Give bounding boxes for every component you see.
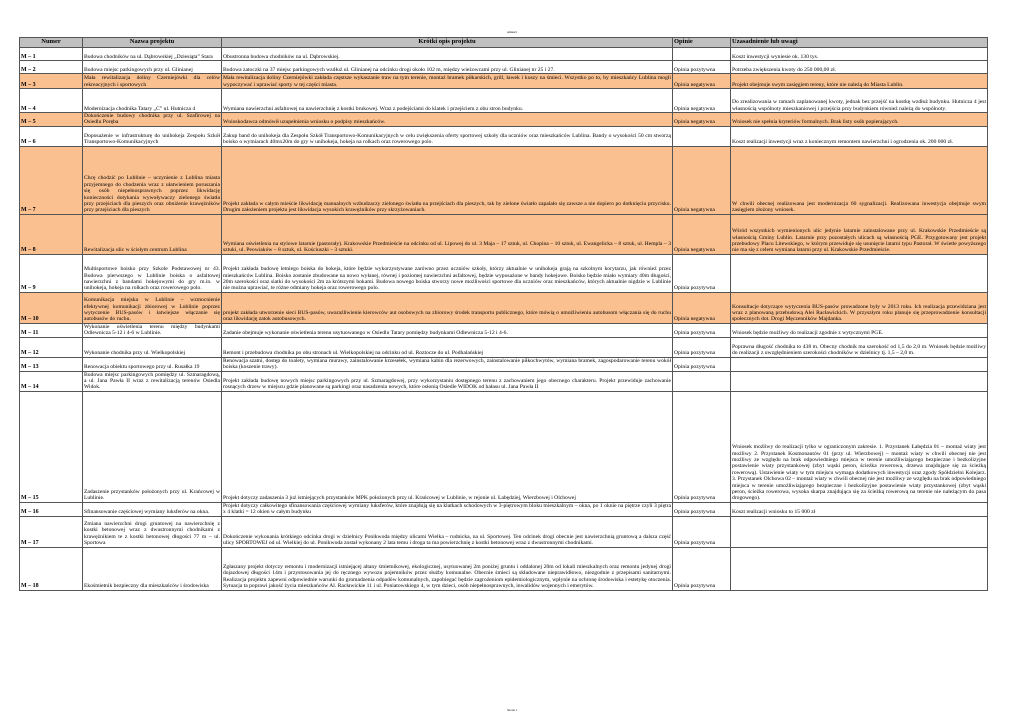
row-opinion bbox=[673, 371, 731, 391]
table-row bbox=[20, 547, 988, 590]
row-justification: Potrzeba zwiększenia kwoty do 250 000,00 zł. bbox=[731, 61, 988, 74]
row-opinion: Opinia pozytywna bbox=[673, 323, 731, 337]
row-project-name: Renowacja obiektu sportowego przy ul. Rusałka 19 bbox=[83, 357, 222, 371]
row-project-name: Wykonanie oświetlenia terenu między budynkami Odlewnicza 5-12 i 4-6 w Lublinie. bbox=[84, 323, 220, 337]
header-justification: Uzasadnienie lub uwagi bbox=[731, 38, 988, 48]
row-description: Projekt dotyczy całkowitego sfinansowania częściowej wymiany luksferów, które znajdują się na klatkach schodowych w 3-piętrowym bloku mieszkalnym – okna, po 1 oknie na piętrze czyli 3 piętra x 4 klatki = 12 okien w całym budynku bbox=[223, 502, 671, 516]
row-opinion: Opinia pozytywna bbox=[673, 516, 731, 547]
row-justification: Do zrealizowania w ramach zaplanowanej kwoty, jednak bez przejść na kostkę wzdłuż budynku. Hutnicza 4 jest własnością wspólnoty mieszkaniowej i przejścia przy budynkiem również należą do wspólnoty. bbox=[731, 89, 988, 113]
row-project-name: Budowa miejsc parkingowych pomiędzy ul. Szmaragdową, a ul. Jana Pawła II wraz z rewitalizacją terenów Osiedla Widok. bbox=[84, 371, 220, 391]
row-project-name: Zadaszenie przystanków położonych przy ul. Krańcowej w Lublinie. bbox=[83, 391, 222, 502]
row-description: Projekt zakłada budowę letniego boiska do hokeja, które będzie wykorzystywane zarówno przez uczniów szkoły, którzy aktualnie w unihokeja grają na szkolnym korytarzu, jak również przez mieszkańców Lublina. Boisko zostanie zbudowane na nowo wyłanej, równej i poziomej nawierzchni asfaltowej, będzie wyposażone w bandy hokejowe. Boisko będzie miało wymiary 40m długości, 20m szerokości oraz siatki do wysokości 2m za krótszymi bokami. Budowa nowego boiska stworzy nowe możliwości sportowe dla uczniów oraz mieszkańców, których aktualnie nigdzie w Lublinie nie można uprawiać, te różne odmiany hokeja oraz rowerowego polo. bbox=[222, 254, 673, 292]
table-row bbox=[20, 113, 988, 127]
row-number: M – 17 bbox=[20, 516, 83, 547]
row-opinion: Opinia pozytywna bbox=[673, 502, 731, 516]
row-justification: Konsultacje dotyczące wytyczenia BUS-pasów prowadzone były w 2013 roku. Ich realizacja przewidziana jest wraz z planowaną przebudową Alei Racławickich. W przyszłym roku planuje się przeprowadzenie konsultacji społecznych dot. Drogi Męczenników Majdanka. bbox=[731, 292, 988, 323]
row-number: M – 16 bbox=[20, 502, 83, 516]
table-row bbox=[20, 323, 988, 337]
row-justification: Poprawna długość chodnika to 438 m. Obecny chodnik ma szerokość od 1,5 do 2,0 m. Wniosek będzie możliwy do realizacji z uwzględnieniem szerokości chodników w dzielnicy tj. 1,5 – 2,0 m. bbox=[731, 337, 988, 357]
row-opinion bbox=[673, 126, 731, 146]
row-number: M – 2 bbox=[20, 61, 83, 74]
table-row bbox=[20, 126, 988, 146]
row-description: Mała rewitalizacja doliny Czerniejówki zakłada częstsze wykaszanie traw na tym terenie, montaż bramek piłkarskich, grill, ławek i koszy na śmieci. Wszystko po to, by mieszkańcy Lublina mogli wypoczywać i uprawiać sporty w tej części miasta. bbox=[223, 75, 671, 88]
row-opinion: Opinia pozytywna bbox=[673, 357, 731, 371]
row-description: Remont i przebudowa chodnika po obu stronach ul. Wielkopolskiej na odcinku od ul. Roztocze do ul. Podhalańskiej bbox=[222, 337, 673, 357]
row-opinion: Opinia pozytywna bbox=[673, 391, 731, 502]
row-opinion: Opinia negatywna bbox=[673, 89, 731, 113]
row-justification: W chwili obecnej realizowana jest modernizacja 60 sygnalizacji. Realizowana inwestycja obejmuje swym zasięgiem złożony wniosek. bbox=[731, 146, 988, 214]
row-description: Zadanie obejmuje wykonanie oświetlenia terenu usytuowanego w Osiedlu Tatary pomiędzy budynkami Odlewnicza 5-12 i 4-6. bbox=[222, 323, 673, 337]
row-project-name: Zmiana nawierzchni drogi gruntowej na nawierzchnię z kostki betonowej wraz z dwustronnymi chodnikami z krawężnikiem te z kostki betonowej długości 77 m – ul. Sportowa bbox=[83, 516, 222, 547]
table-header-row bbox=[20, 38, 988, 48]
row-project-name: Ekośmietnik bezpieczny dla mieszkańców i środowiska bbox=[83, 547, 222, 590]
row-justification bbox=[731, 516, 988, 547]
row-project-name: Modernizacja chodnika Tatary „C” ul. Hutnicza 4 bbox=[83, 89, 222, 113]
table-row bbox=[20, 89, 988, 113]
row-number: M – 8 bbox=[20, 214, 83, 254]
table-row bbox=[20, 48, 988, 61]
header-description: Krótki opis projektu bbox=[222, 38, 673, 48]
row-number: M – 18 bbox=[20, 547, 83, 590]
table-row bbox=[20, 254, 988, 292]
row-number: M – 13 bbox=[20, 357, 83, 371]
row-number: M – 10 bbox=[20, 292, 83, 323]
row-project-name: Budowa miejsc parkingowych przy ul. Glinianej bbox=[83, 61, 222, 74]
row-description: Wymiana nawierzchni asfaltowej na nawierzchnię z kostki brukowej. Wraz z podejściami do klatek i przejściem z obu stron budynku. bbox=[222, 89, 673, 113]
row-description: Projekt zakłada budowę nowych miejsc parkingowych przy ul. Szmaragdowej, przy wykorzystaniu dostępnego terenu z zachowaniem jego obecnego charakteru. Projekt przewiduje zachowanie rosnących drzew w miejscu gdzie planowane są parkingi oraz nasadzenia nowych, które osłonią Osiedle WIDOK od hałasu ul. Jana Pawła II bbox=[222, 371, 673, 391]
row-number: M – 6 bbox=[20, 126, 83, 146]
table-row bbox=[20, 516, 988, 547]
row-project-name: Mała rewitalizacja doliny Czerniejówki dla celów rekreacyjnych i sportowych bbox=[84, 75, 220, 88]
row-description: Wymiana oświetlenia na stylowe latarnie (pastorały). Krakowskie Przedmieście na odcinku od ul. Lipowej do ul. 3 Maja – 17 sztuk, ul. Chopina – 10 sztuk, ul. Ewangelicka – 8 sztuk, ul. Hempla – 3 sztuki, ul. Peowiaków – 8 sztuk, ul. Kościuszki – 3 sztuki. bbox=[222, 214, 673, 254]
row-justification: Wniosek będzie możliwy do realizacji zgodnie z wytycznymi PGE. bbox=[731, 323, 988, 337]
row-opinion: Opinia pozytywna bbox=[673, 61, 731, 74]
table-row bbox=[20, 61, 988, 74]
row-description: Projekt zakłada w całym mieście likwidację manualnych wzbudzaczy zielonego światła na przejściach dla pieszych, tak by zielone światło zapalało się zawsze a nie dopiero po dotknięciu przycisku. Drugim założeniem projektu jest likwidacja wysokich krawężników przy skrzyżowaniach. bbox=[222, 146, 673, 214]
row-opinion: Opinia pozytywna bbox=[673, 337, 731, 357]
row-justification: Koszt inwestycji wyniesie ok. 130 tys. bbox=[731, 48, 988, 61]
row-description: Budowa zatoczki na 37 miejsc parkingowych wzdłuż ul. Glinianej na odcinku drogi około 102 m, między wieżowcami przy ul. Glinianej nr 25 i 27. bbox=[222, 61, 673, 74]
row-project-name: Chcę chodzić po Lublinie – uczynienie z Lublina miasta przyjemnego do chodzenia wraz z ułatwieniem poruszania się osób niepełnosprawnych poprzez likwidację konieczności dotykania wywoływaczy zielonego światła przy przejściach dla pieszych oraz obniżenie krawężników przy przejściach dla pieszych bbox=[83, 146, 222, 214]
row-number: M – 5 bbox=[20, 113, 83, 127]
projects-table bbox=[19, 37, 988, 591]
table-body bbox=[20, 48, 988, 591]
row-description: Dokończenie wykonania krótkiego odcinka drogi w dzielnicy Ponikwoda między ulicami Wielka – rudnicka, na ul. Sportowej. Ten odcinek drogi obecnie jest nawierzchnią gruntową a dalsza część ulicy SPORTOWEJ od ul. Wielkiej do ul. Ponikwoda został wykonany 2 lata temu i droga ta ma powierzchnię z kostki betonowej wraz z dwustronnymi chodnikami. bbox=[222, 516, 673, 547]
row-description: Renowacja szatni, dostęp do toalety, wymiana murawy, zainstalowanie krzesełek, wymiana kabin dla rezerwowych, zainstalowanie piłkochwytów, wymiana bramek, zagospodarowanie terenu wokół boiska (koszenie trawy). bbox=[223, 357, 671, 371]
row-description: Wnioskodawca odmówił uzupełnienia wniosku o podpisy mieszkańców. bbox=[222, 113, 673, 127]
row-description: Obustronna budowa chodników na ul. Dąbrowskiej. bbox=[222, 48, 673, 61]
row-project-name: Komunikacja miejska w Lublinie – wzmocnienie efektywnej komunikacji zbiorowej w Lublinie poprzez wytyczenie BUS-pasów i łatwiejsze włączanie się autobusów do ruchu. bbox=[83, 292, 222, 323]
row-number: M – 3 bbox=[20, 74, 83, 89]
row-justification: Wniosek nie spełnia kryteriów formalnych. Brak listy osób popierających. bbox=[731, 113, 988, 127]
row-project-name: Sfinansowanie częściowej wymiany luksferów na okna. bbox=[83, 502, 222, 516]
row-opinion: Opinia pozytywna bbox=[673, 547, 731, 590]
table-row bbox=[20, 214, 988, 254]
row-justification: Koszt realizacji inwestycji wraz z koniecznym remontem nawierzchni i ogrodzenia ok. 200 000 zł. bbox=[731, 126, 988, 146]
row-description: projekt zakłada utworzenie sieci BUS-pasów, uwarażliwienie kierowców aut osobowych na zbiorowy środek transportu publicznego, które mówią o umożliwieniu autobusom włączania się do ruchu oraz likwidację zatok autobusowych. bbox=[222, 292, 673, 323]
row-project-name: Multisportowe boisko przy Szkole Podstawowej nr 43. Budowa pierwszego w Lublinie boiska o asfaltowej nawierzchni z bandami hokejowymi do gry m.in. w unihokeja, hokeja na rolkach oraz rowerowego polo. bbox=[83, 254, 222, 292]
row-project-name: Dokończenie budowy chodnika przy ul. Szafirowej na Osiedlu Poręba bbox=[84, 113, 220, 126]
table-row bbox=[20, 357, 988, 371]
row-number: M – 12 bbox=[20, 337, 83, 357]
table-row bbox=[20, 292, 988, 323]
table-row bbox=[20, 74, 988, 89]
row-opinion bbox=[673, 48, 731, 61]
row-justification bbox=[731, 357, 988, 371]
row-number: M – 15 bbox=[20, 391, 83, 502]
row-justification bbox=[731, 371, 988, 391]
row-number: M – 14 bbox=[20, 371, 83, 391]
row-opinion: Opinia negatywna bbox=[673, 113, 731, 127]
page-header: Arkusz1 bbox=[506, 30, 518, 34]
row-justification: Wśród wszystkich wymienionych ulic jedynie latarnie zainstalowane przy ul. Krakowskie Przedmieście są własnością Gminy Lublin. Latarnie przy pozostałych ulicach są własnością PGE. Przygotowany jest projekt przebudowy Placu Litewskiego, w którym przewiduje się usunięcie latarni typu Pastorał. W świetle powyższego nie ma się z celem wymiana latarni przy ul. Krakowskie Przedmieście. bbox=[731, 214, 988, 254]
row-number: M – 7 bbox=[20, 146, 83, 214]
row-justification: Wniosek możliwy do realizacji tylko w ograniczonym zakresie. 1. Przystanek Łabędzia 01 – montaż wiaty jest możliwy 2. Przystanek Kosmonautów 01 (przy ul. Wierzbowej) – montaż wiaty w chwili obecnej nie jest możliwy ze względu na brak odpowiedniego miejsca w terenie umożliwiającego bezpieczne i bezkolizyjne postawienie wiaty przystankowej (zbyt wąski peron, ścieżka rowerowa, drzewa znajdujące się za ścieżką rowerową). Ustawienie wiaty w tym miejscu wymaga dodatkowych inwestycji oraz zgody Spółdzielni Kolejarz. 3. Przystanek Olchowa 02 – montaż wiaty w chwili obecnej nie jest możliwy ze względu na brak odpowiedniego miejsca w terenie umożliwiającego bezpieczne i bezkolizyjne postawienie wiaty przystankowej (zbyt wąski peron, ścieżka rowerowa, wysoka skarpa znajdująca się za ścieżką rowerową na terenie nie należącym do pasa drogowego). bbox=[731, 391, 988, 502]
table-row bbox=[20, 391, 988, 502]
row-description: Projekt dotyczy zadaszenia 3 już istniejących przystanków MPK położonych przy ul. Krańcowej w Lublinie, w rejonie ul. Łabędziej, Wierzbowej i Olchowej bbox=[222, 391, 673, 502]
row-description: Zgłaszany projekt dotyczy remontu i modernizacji istniejącej altany śmietnikowej, ekologicznej, usytuowanej 2m poniżej gruntu i oddalonej 20m od lokali mieszkalnych oraz remontu jedynej drogi dojazdowej długości 14m i przystosowania jej do ręcznego wywozu pojemników przez służby komunalne. Obecnie śmieci są składowane nieprawidłowo, niezgodnie z przepisami sanitarnymi. Realizacja projektu zapewni odpowiednie warunki do gromadzenia odpadów komunalnych, zapobiegać będzie zagrożeniom epidemiologicznym, wpłynie na ochronę środowiska i estetykę otoczenia. Sytuacja ta poprawi jakość życia mieszkańców Al. Racławickie 11 i ul. Poniatowskiego 4, w tym dzieci, osób niepełnosprawnych, inwalidów wojennych i emerytów. bbox=[222, 547, 673, 590]
row-description: Zakup band do unihokeja dla Zespołu Szkół Transportowo-Komunikacyjnych w celu zwiększenia oferty sportowej szkoły dla uczniów oraz mieszkańców Lublina. Bandy o wysokości 50 cm stworzą boisko o wymiarach 40mx20m do gry w unihokeja, hokeja na rolkach oraz rowerowego polo. bbox=[222, 126, 673, 146]
table-row bbox=[20, 502, 988, 516]
header-project-name: Nazwa projektu bbox=[83, 38, 222, 48]
row-justification bbox=[731, 547, 988, 590]
row-opinion: Opinia negatywna bbox=[673, 146, 731, 214]
row-number: M – 11 bbox=[20, 323, 83, 337]
row-opinion: Opinia negatywna bbox=[673, 74, 731, 89]
row-project-name: Rewitalizacja ulic w ścisłym centrum Lublina bbox=[83, 214, 222, 254]
row-number: M – 1 bbox=[20, 48, 83, 61]
row-project-name: Doposażenie w infrastrukturę do unihokeja Zespołu Szkół Transportowo-Komunikacyjnych bbox=[83, 126, 222, 146]
row-opinion: Opinia negatywna bbox=[673, 214, 731, 254]
row-project-name: Budowa chodników na ul. Dąbrowskiej „Dziesiąta” Stara bbox=[83, 48, 222, 61]
row-opinion: Opinia negatywna bbox=[673, 292, 731, 323]
row-justification: Projekt obejmuje swym zasięgiem tereny, które nie należą do Miasta Lublin. bbox=[731, 74, 988, 89]
row-number: M – 4 bbox=[20, 89, 83, 113]
header-number: Numer bbox=[20, 38, 83, 48]
page-footer: Strona 1 bbox=[506, 708, 518, 712]
row-justification bbox=[731, 254, 988, 292]
row-opinion: Opinia pozytywna bbox=[673, 254, 731, 292]
row-number: M – 9 bbox=[20, 254, 83, 292]
table-row bbox=[20, 371, 988, 391]
row-project-name: Wykonanie chodnika przy ul. Wielkopolskiej bbox=[83, 337, 222, 357]
row-justification: Koszt realizacji wniosku to 15 000 zł bbox=[731, 502, 988, 516]
table-row bbox=[20, 146, 988, 214]
table-row bbox=[20, 337, 988, 357]
header-opinion: Opinie bbox=[673, 38, 731, 48]
